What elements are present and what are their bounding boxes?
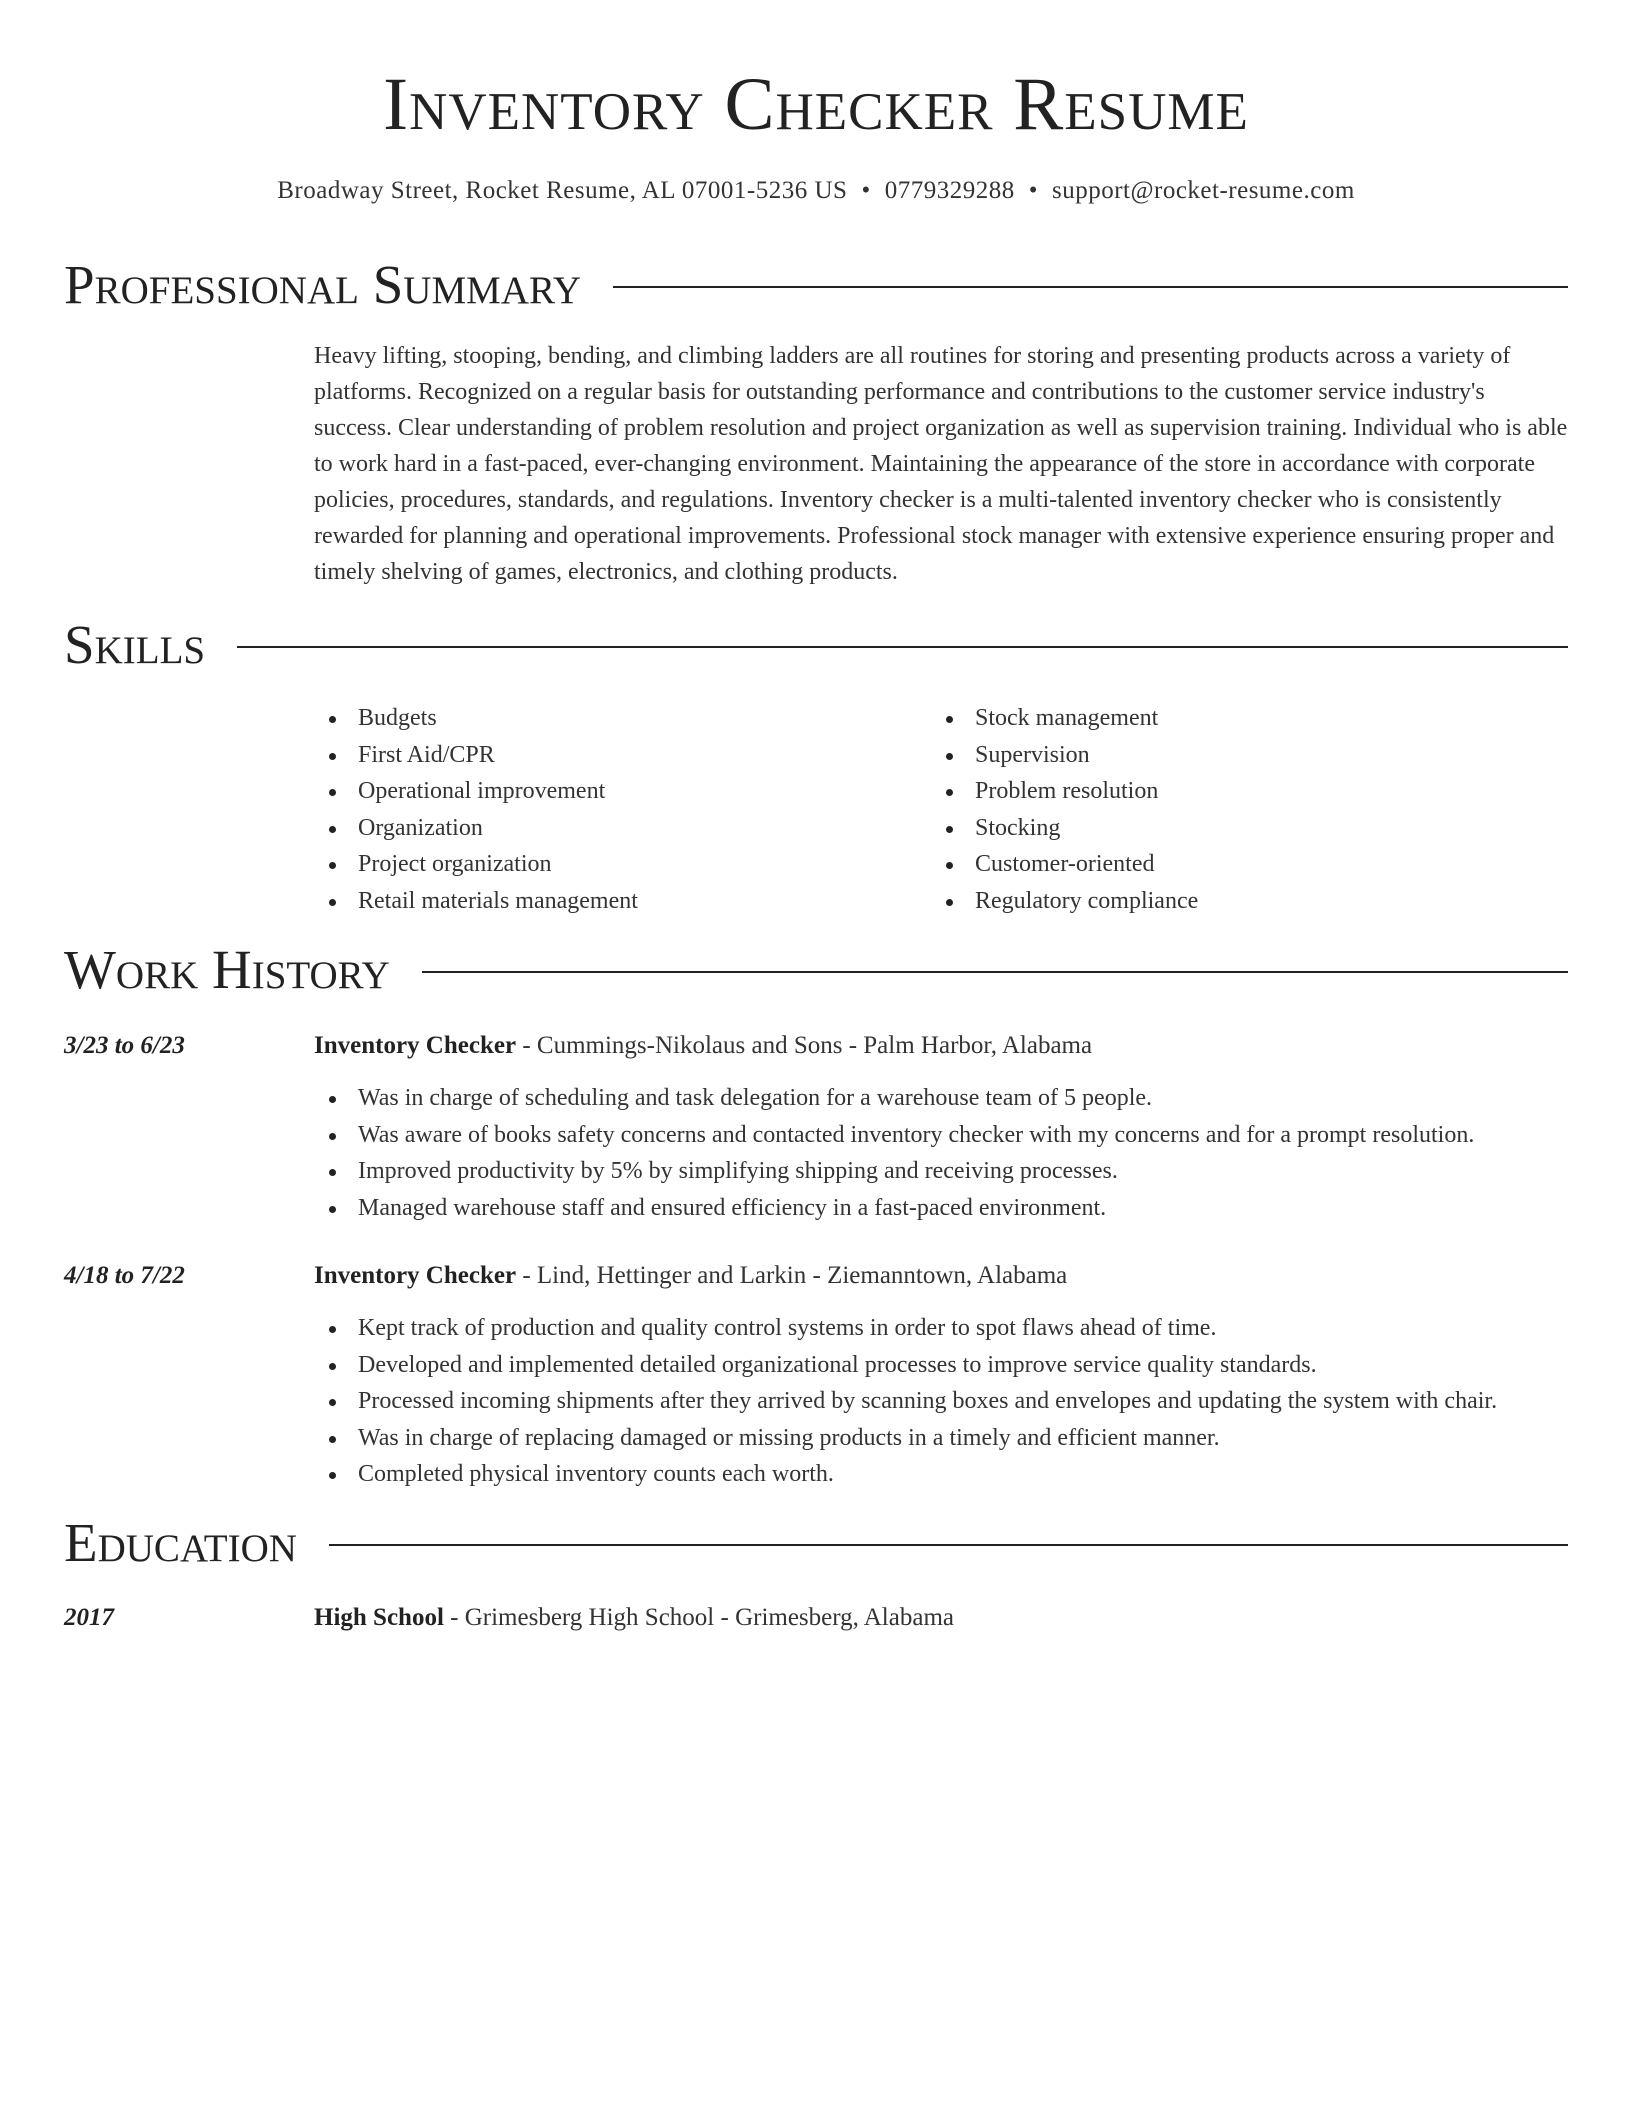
job-title: Inventory Checker <box>314 1032 517 1059</box>
phone: 0779329288 <box>884 177 1015 204</box>
job-headline <box>314 1258 1568 1294</box>
section-header-work <box>64 937 1568 1003</box>
skills-list <box>314 700 1568 919</box>
duty-item: Developed and implemented detailed organizational processes to improve service quality standards. <box>314 1347 1568 1384</box>
duty-item: Was in charge of scheduling and task delegation for a warehouse team of 5 people. <box>314 1080 1568 1117</box>
school: - Grimesberg High School - Grimesberg, Alabama <box>443 1604 954 1631</box>
skill-item: Retail materials management <box>314 883 931 920</box>
duty-item: Was in charge of replacing damaged or missing products in a timely and efficient manner. <box>314 1420 1568 1457</box>
skill-item: Operational improvement <box>314 773 931 810</box>
education-year: 2017 <box>64 1604 114 1631</box>
skill-item: First Aid/CPR <box>314 737 931 774</box>
job-employer: - Lind, Hettinger and Larkin - Ziemanntown, Alabama <box>516 1262 1068 1289</box>
section-divider <box>237 646 1568 648</box>
duty-item: Improved productivity by 5% by simplifying shipping and receiving processes. <box>314 1153 1568 1190</box>
job-headline <box>314 1028 1568 1064</box>
degree: High School <box>314 1604 444 1631</box>
job-duties <box>314 1080 1568 1226</box>
section-title: Work History <box>64 939 390 1000</box>
section-divider <box>422 971 1568 973</box>
duty-item: Managed warehouse staff and ensured efficiency in a fast-paced environment. <box>314 1190 1568 1227</box>
contact-line <box>0 174 1632 208</box>
skill-item: Organization <box>314 810 931 847</box>
skill-item: Stock management <box>931 700 1548 737</box>
separator: • <box>861 177 871 204</box>
job-duties <box>314 1310 1568 1493</box>
skill-item: Project organization <box>314 846 931 883</box>
duty-item: Completed physical inventory counts each worth. <box>314 1456 1568 1493</box>
job-title: Inventory Checker <box>314 1262 517 1289</box>
education-headline <box>314 1600 1568 1636</box>
job-dates: 3/23 to 6/23 <box>64 1032 185 1059</box>
skill-item: Problem resolution <box>931 773 1548 810</box>
section-header-skills <box>64 612 1568 678</box>
skill-item: Stocking <box>931 810 1548 847</box>
address: Broadway Street, Rocket Resume, AL 07001-5236 US <box>277 177 848 204</box>
section-title: Skills <box>64 614 206 675</box>
skill-item: Budgets <box>314 700 931 737</box>
section-title: Education <box>64 1512 297 1573</box>
section-header-education <box>64 1510 1568 1576</box>
job-dates: 4/18 to 7/22 <box>64 1262 185 1289</box>
duty-item: Was aware of books safety concerns and contacted inventory checker with my concerns and for a prompt resolution. <box>314 1117 1568 1154</box>
separator: • <box>1028 177 1038 204</box>
skill-item: Supervision <box>931 737 1548 774</box>
duty-item: Kept track of production and quality control systems in order to spot flaws ahead of time. <box>314 1310 1568 1347</box>
section-title: Professional Summary <box>64 254 582 315</box>
skills-column-right <box>931 700 1548 919</box>
skill-item: Customer-oriented <box>931 846 1548 883</box>
section-header-summary <box>64 252 1568 318</box>
skills-column-left <box>314 700 931 919</box>
duty-item: Processed incoming shipments after they arrived by scanning boxes and envelopes and updating the system with chair. <box>314 1383 1568 1420</box>
resume-title: Inventory Checker Resume <box>383 63 1249 146</box>
summary-text: Heavy lifting, stooping, bending, and climbing ladders are all routines for storing and presenting products across a variety of platforms. Recognized on a regular basis for outstanding performance and contributions to the customer service industry's success. Clear understanding of problem resolution and project organization as well as supervision training. Individual who is able to work hard in a fast-paced, ever-changing environment. Maintaining the appearance of the store in accordance with corporate policies, procedures, standards, and regulations. Inventory checker is a multi-talented inventory checker who is consistently rewarded for planning and operational improvements. Professional stock manager with extensive experience ensuring proper and timely shelving of games, electronics, and clothing products. <box>314 343 1568 585</box>
skill-item: Regulatory compliance <box>931 883 1548 920</box>
job-employer: - Cummings-Nikolaus and Sons - Palm Harbor, Alabama <box>516 1032 1093 1059</box>
email: support@rocket-resume.com <box>1051 177 1355 204</box>
section-divider <box>613 286 1568 288</box>
section-divider <box>329 1544 1568 1546</box>
